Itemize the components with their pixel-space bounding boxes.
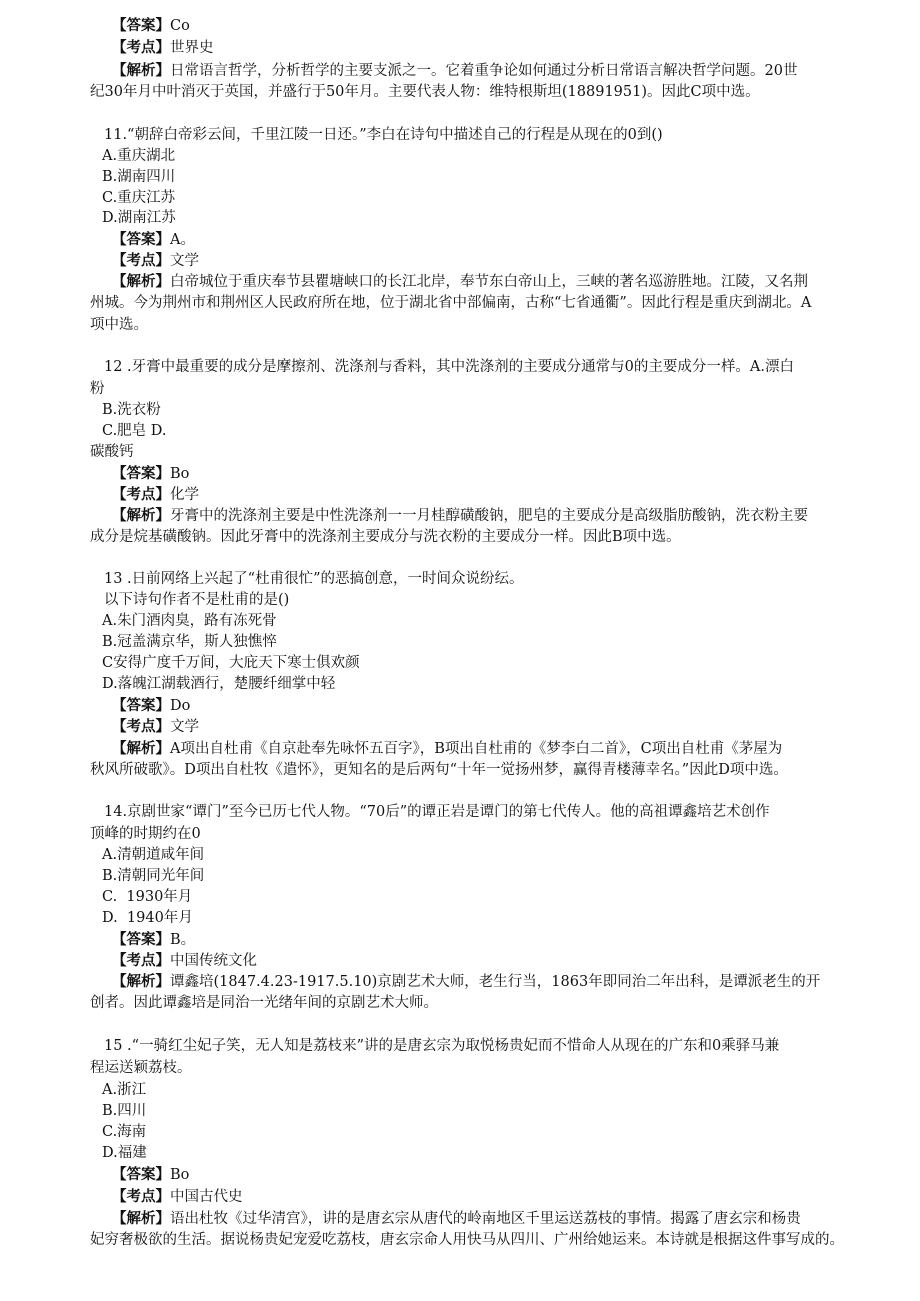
q11-answer: 【答案】A。: [112, 231, 195, 248]
q15-explanation-line2: 妃穷奢极欲的生活。据说杨贵妃宠爱吃荔枝，唐玄宗命人用快马从四川、广州给她运来。本诗就是根据这件事写成的。: [90, 1232, 844, 1248]
q14-option-b: B.清朝同光年间: [102, 868, 205, 884]
q11-explanation-line2: 州城。今为荆州市和荆州区人民政府所在地，位于湖北省中部偏南，古称“七省通衢”。因此行程是重庆到湖北。A: [90, 295, 812, 311]
q14-stem-line1: 14.京剧世家“谭门”至今已历七代人物。“70后”的谭正岩是谭门的第七代传人。他的高祖谭鑫培艺术创作: [104, 804, 770, 820]
q12-stem-line1: 12 .牙膏中最重要的成分是摩擦剂、洗涤剂与香料，其中洗涤剂的主要成分通常与0的主要成分一样。A.漂白: [104, 359, 794, 375]
q15-answer: 【答案】Bo: [112, 1166, 190, 1183]
q12-stem-line2: 粉: [90, 381, 105, 397]
q15-explanation-line1: 【解析】语出杜牧《过华清宫》，讲的是唐玄宗从唐代的岭南地区千里运送荔枝的事情。揭露了唐玄宗和杨贵: [112, 1210, 801, 1227]
q14-explanation-line1: 【解析】谭鑫培(1847.4.23-1917.5.10)京剧艺术大师，老生行当，1863年即同治二年出科，是谭派老生的开: [112, 973, 821, 990]
q10-explanation-line2: 纪30年月中叶消灭于英国，并盛行于50年月。主要代表人物：维特根斯坦(18891951)。因此C项中选。: [90, 84, 760, 100]
q11-explanation-line3: 项中选。: [90, 317, 148, 333]
q11-explanation-line1: 【解析】白帝城位于重庆奉节县瞿塘峡口的长江北岸，奉节东白帝山上，三峡的著名巡游胜地。江陵，又名荆: [112, 273, 808, 290]
q14-stem-line2: 顶峰的时期约在0: [90, 826, 201, 842]
q13-explanation-line1: 【解析】A项出自杜甫《自京赴奉先咏怀五百字》，B项出自杜甫的《梦李白二首》，C项出自杜甫《茅屋为: [112, 740, 783, 757]
q13-explanation-line2: 秋风所破歌》。D项出自杜牧《遣怀》，更知名的是后两句“十年一觉扬州梦，赢得青楼薄幸名。”因此D项中选。: [90, 762, 788, 778]
q12-option-b: B.洗衣粉: [102, 402, 161, 418]
q12-option-d-text: 碳酸钙: [90, 444, 134, 460]
q14-option-c: C. 1930年月: [102, 889, 193, 905]
q15-point: 【考点】中国古代史: [112, 1188, 243, 1205]
q10-answer: 【答案】Co: [112, 17, 190, 34]
q13-stem-line2: 以下诗句作者不是杜甫的是(): [104, 592, 290, 608]
q11-point: 【考点】文学: [112, 252, 199, 269]
q15-stem-line1: 15 .“一骑红尘妃子笑，无人知是荔枝来”讲的是唐玄宗为取悦杨贵妃而不惜命人从现在的广东和0乘驿马兼: [104, 1038, 780, 1054]
q13-option-d: D.落魄江湖载酒行，楚腰纤细掌中轻: [102, 676, 336, 692]
q15-option-a: A.浙江: [102, 1082, 147, 1098]
q15-stem-line2: 程运送颖荔枝。: [90, 1060, 192, 1076]
q11-stem: 11.“朝辞白帝彩云间，千里江陵一日还。”李白在诗句中描述自己的行程是从现在的0到(): [104, 127, 663, 143]
q13-point: 【考点】文学: [112, 718, 199, 735]
q15-option-d: D.福建: [102, 1145, 147, 1161]
q14-option-d: D. 1940年月: [102, 910, 193, 926]
q13-option-a: A.朱门酒肉臭，路有冻死骨: [102, 613, 277, 629]
q11-option-b: B.湖南四川: [102, 169, 176, 185]
q14-answer: 【答案】B。: [112, 931, 196, 948]
q12-explanation-line1: 【解析】牙膏中的洗涤剂主要是中性洗涤剂一一月桂醇磺酸钠，肥皂的主要成分是高级脂肪酸钠，洗衣粉主要: [112, 507, 808, 524]
q13-answer: 【答案】Do: [112, 697, 191, 714]
q13-stem-line1: 13 .日前网络上兴起了“杜甫很忙”的恶搞创意，一时间众说纷纭。: [104, 571, 524, 587]
q14-point: 【考点】中国传统文化: [112, 952, 257, 969]
q15-option-c: C.海南: [102, 1124, 147, 1140]
q15-option-b: B.四川: [102, 1103, 147, 1119]
q10-explanation-line1: 【解析】日常语言哲学，分析哲学的主要支派之一。它着重争论如何通过分析日常语言解决哲学问题。20世: [112, 62, 798, 79]
q12-point: 【考点】化学: [112, 486, 199, 503]
q10-point: 【考点】世界史: [112, 39, 214, 56]
q12-explanation-line2: 成分是烷基磺酸钠。因此牙膏中的洗涤剂主要成分与洗衣粉的主要成分一样。因此B项中选。: [90, 529, 681, 545]
q14-option-a: A.清朝道咸年间: [102, 847, 205, 863]
q12-answer: 【答案】Bo: [112, 465, 190, 482]
q11-option-a: A.重庆湖北: [102, 148, 176, 164]
q12-option-c-d: C.肥皂 D.: [102, 423, 167, 439]
q11-option-c: C.重庆江苏: [102, 190, 176, 206]
q11-option-d: D.湖南江苏: [102, 210, 176, 226]
q14-explanation-line2: 创者。因此谭鑫培是同治一光绪年间的京剧艺术大师。: [90, 995, 438, 1011]
q13-option-b: B.冠盖满京华，斯人独憔悴: [102, 634, 277, 650]
q13-option-c: C安得广度千万间，大庇天下寒士俱欢颜: [102, 655, 360, 671]
